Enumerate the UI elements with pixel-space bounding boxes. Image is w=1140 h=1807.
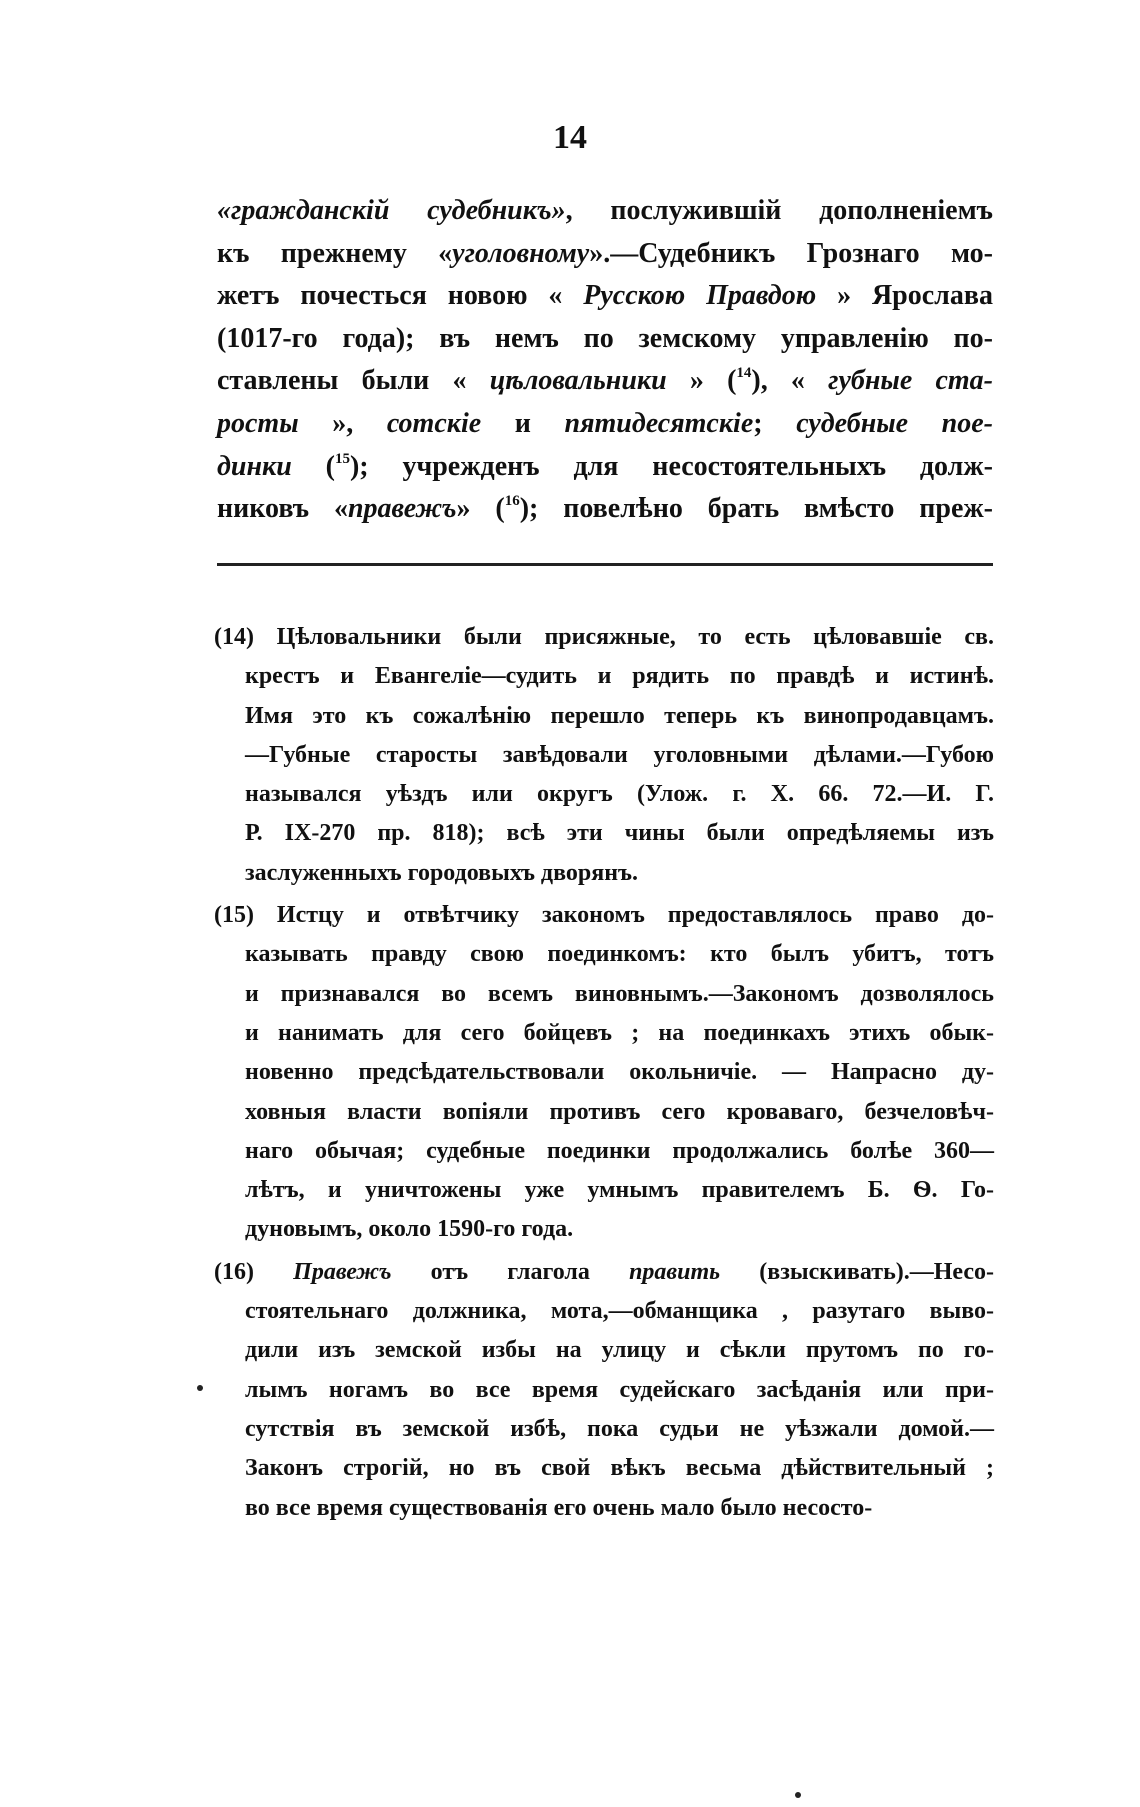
italic-run: динки <box>217 450 292 482</box>
footnote-line <box>214 1371 994 1410</box>
text-run: никовъ « <box>217 493 348 525</box>
footnote-line <box>214 1410 994 1449</box>
footnote-line <box>214 1093 994 1132</box>
italic-run: судебные пое- <box>796 407 994 439</box>
text-run: ), « <box>751 365 829 397</box>
footnote-line <box>214 1331 994 1370</box>
text-run: казывать правду свою поединкомъ: кто былъ убитъ, тотъ <box>245 941 994 968</box>
text-run: », <box>298 407 387 439</box>
footnote-15 <box>214 896 994 1250</box>
text-run: дуновымъ, около 1590-го года. <box>245 1216 574 1243</box>
text-run: и нанимать для сего бойцевъ ; на поединкахъ этихъ обык- <box>245 1019 994 1046</box>
footnote-line <box>214 1171 994 1210</box>
italic-run: росты <box>217 407 299 439</box>
text-run: » Ярослава <box>816 280 993 312</box>
footnote-line <box>214 896 994 935</box>
footnote-line <box>214 736 994 775</box>
text-run: заслуженныхъ городовыхъ дворянъ. <box>245 859 639 886</box>
text-run: (16) <box>214 1258 294 1285</box>
text-run: и <box>481 407 565 439</box>
main-text-line <box>217 190 993 233</box>
main-text-line <box>217 488 993 531</box>
text-run: ( <box>291 450 335 482</box>
text-run: —Губные старосты завѣдовали уголовными дѣлами.—Губою <box>245 741 994 768</box>
text-run: ; <box>753 407 797 439</box>
footnotes <box>214 618 994 1531</box>
text-run: Р. IX-270 пр. 818); всѣ эти чины были опредѣляемы изъ <box>245 820 994 847</box>
italic-run: цѣловальники <box>489 365 667 397</box>
text-run: (15) Истцу и отвѣтчику закономъ предоставлялось право до- <box>214 902 994 929</box>
italic-run: губные ста- <box>828 365 993 397</box>
text-run: лымъ ногамъ во все время судейскаго засѣданія или при- <box>245 1376 994 1403</box>
main-text-line <box>217 446 993 489</box>
text-run: дили изъ земской избы на улицу и сѣкли прутомъ по го- <box>245 1337 994 1364</box>
main-text <box>217 190 993 531</box>
text-run: стоятельнаго должника, мота,—обманщика , разутаго выво- <box>245 1298 994 1325</box>
main-text-line <box>217 233 993 276</box>
text-run: (1017-го года); въ немъ по земскому управленію по- <box>217 322 993 354</box>
footnote-line <box>214 1014 994 1053</box>
text-run: жетъ почесться новою « <box>217 280 584 312</box>
footnote-line <box>214 657 994 696</box>
footnote-line <box>214 1253 994 1292</box>
footnote-line <box>214 975 994 1014</box>
footnote-line <box>214 697 994 736</box>
text-run: Имя это къ сожалѣнію перешло теперь къ винопродавцамъ. <box>245 702 994 729</box>
text-run: , послужившій дополненіемъ <box>565 195 993 226</box>
page-number: 14 <box>553 119 587 156</box>
footnote-line <box>214 854 994 893</box>
footnote-14 <box>214 618 994 893</box>
italic-run: уголовному <box>452 237 590 269</box>
italic-run: «гражданскій судебникъ» <box>217 195 566 226</box>
text-run: ховныя власти вопіяли противъ сего кроваваго, безчеловѣч- <box>245 1098 994 1125</box>
main-text-line <box>217 275 993 318</box>
footnote-line <box>214 1489 994 1528</box>
footnote-line <box>214 618 994 657</box>
footnote-separator-rule <box>217 563 993 566</box>
italic-run: править <box>629 1258 721 1285</box>
main-text-line <box>217 318 993 361</box>
text-run: сутствія въ земской избѣ, пока судьи не уѣзжали домой.— <box>245 1415 994 1442</box>
footnote-line <box>214 814 994 853</box>
text-run: ».—Судебникъ Грознаго мо- <box>589 237 993 269</box>
italic-run: пятидесятскіе <box>564 407 754 439</box>
footnote-line <box>214 1210 994 1249</box>
ink-speck-mark <box>197 1385 203 1391</box>
text-run: во все время существованія его очень мало было несосто- <box>245 1494 873 1521</box>
footnote-line <box>214 935 994 974</box>
text-run: » ( <box>456 493 505 525</box>
footnote-line <box>214 775 994 814</box>
footnote-line <box>214 1449 994 1488</box>
footnote-ref: 14 <box>736 365 752 382</box>
italic-run: Русскою Правдою <box>583 280 817 312</box>
text-run: ); учрежденъ для несостоятельныхъ долж- <box>349 450 993 482</box>
italic-run: правежъ <box>347 493 457 525</box>
footnote-line <box>214 1292 994 1331</box>
text-run: новенно предсѣдательствовали окольничіе. — Напрасно ду- <box>245 1059 994 1086</box>
footnote-line <box>214 1053 994 1092</box>
text-run: назывался уѣздъ или округъ (Улож. г. X. 66. 72.—И. Г. <box>245 781 994 808</box>
footnote-line <box>214 1132 994 1171</box>
text-run: » ( <box>666 365 737 397</box>
text-run: крестъ и Евангеліе—судить и рядить по правдѣ и истинѣ. <box>245 663 994 690</box>
footnote-ref: 16 <box>504 493 520 510</box>
footnote-16 <box>214 1253 994 1528</box>
text-run: и признавался во всемъ виновнымъ.—Закономъ дозволялось <box>245 980 994 1007</box>
text-run: (взыскивать).—Несо- <box>720 1258 995 1285</box>
footnote-ref: 15 <box>334 450 350 467</box>
italic-run: сотскіе <box>386 407 482 439</box>
text-run: отъ глагола <box>391 1258 630 1285</box>
main-text-line <box>217 360 993 403</box>
main-text-line <box>217 403 993 446</box>
text-run: къ прежнему « <box>217 237 453 269</box>
italic-run: Правежъ <box>293 1258 392 1285</box>
text-run: (14) Цѣловальники были присяжные, то есть цѣловавшіе св. <box>214 624 994 650</box>
text-run: лѣтъ, и уничтожены уже умнымъ правителемъ Б. Ѳ. Го- <box>245 1177 994 1204</box>
text-run: ); повелѣно брать вмѣсто преж- <box>519 493 993 525</box>
text-run: ставлены были « <box>217 365 490 397</box>
ink-speck-mark <box>795 1792 801 1798</box>
text-run: Законъ строгій, но въ свой вѣкъ весьма дѣйствительный ; <box>245 1455 994 1482</box>
text-run: наго обычая; судебные поединки продолжались болѣе 360— <box>245 1137 994 1164</box>
